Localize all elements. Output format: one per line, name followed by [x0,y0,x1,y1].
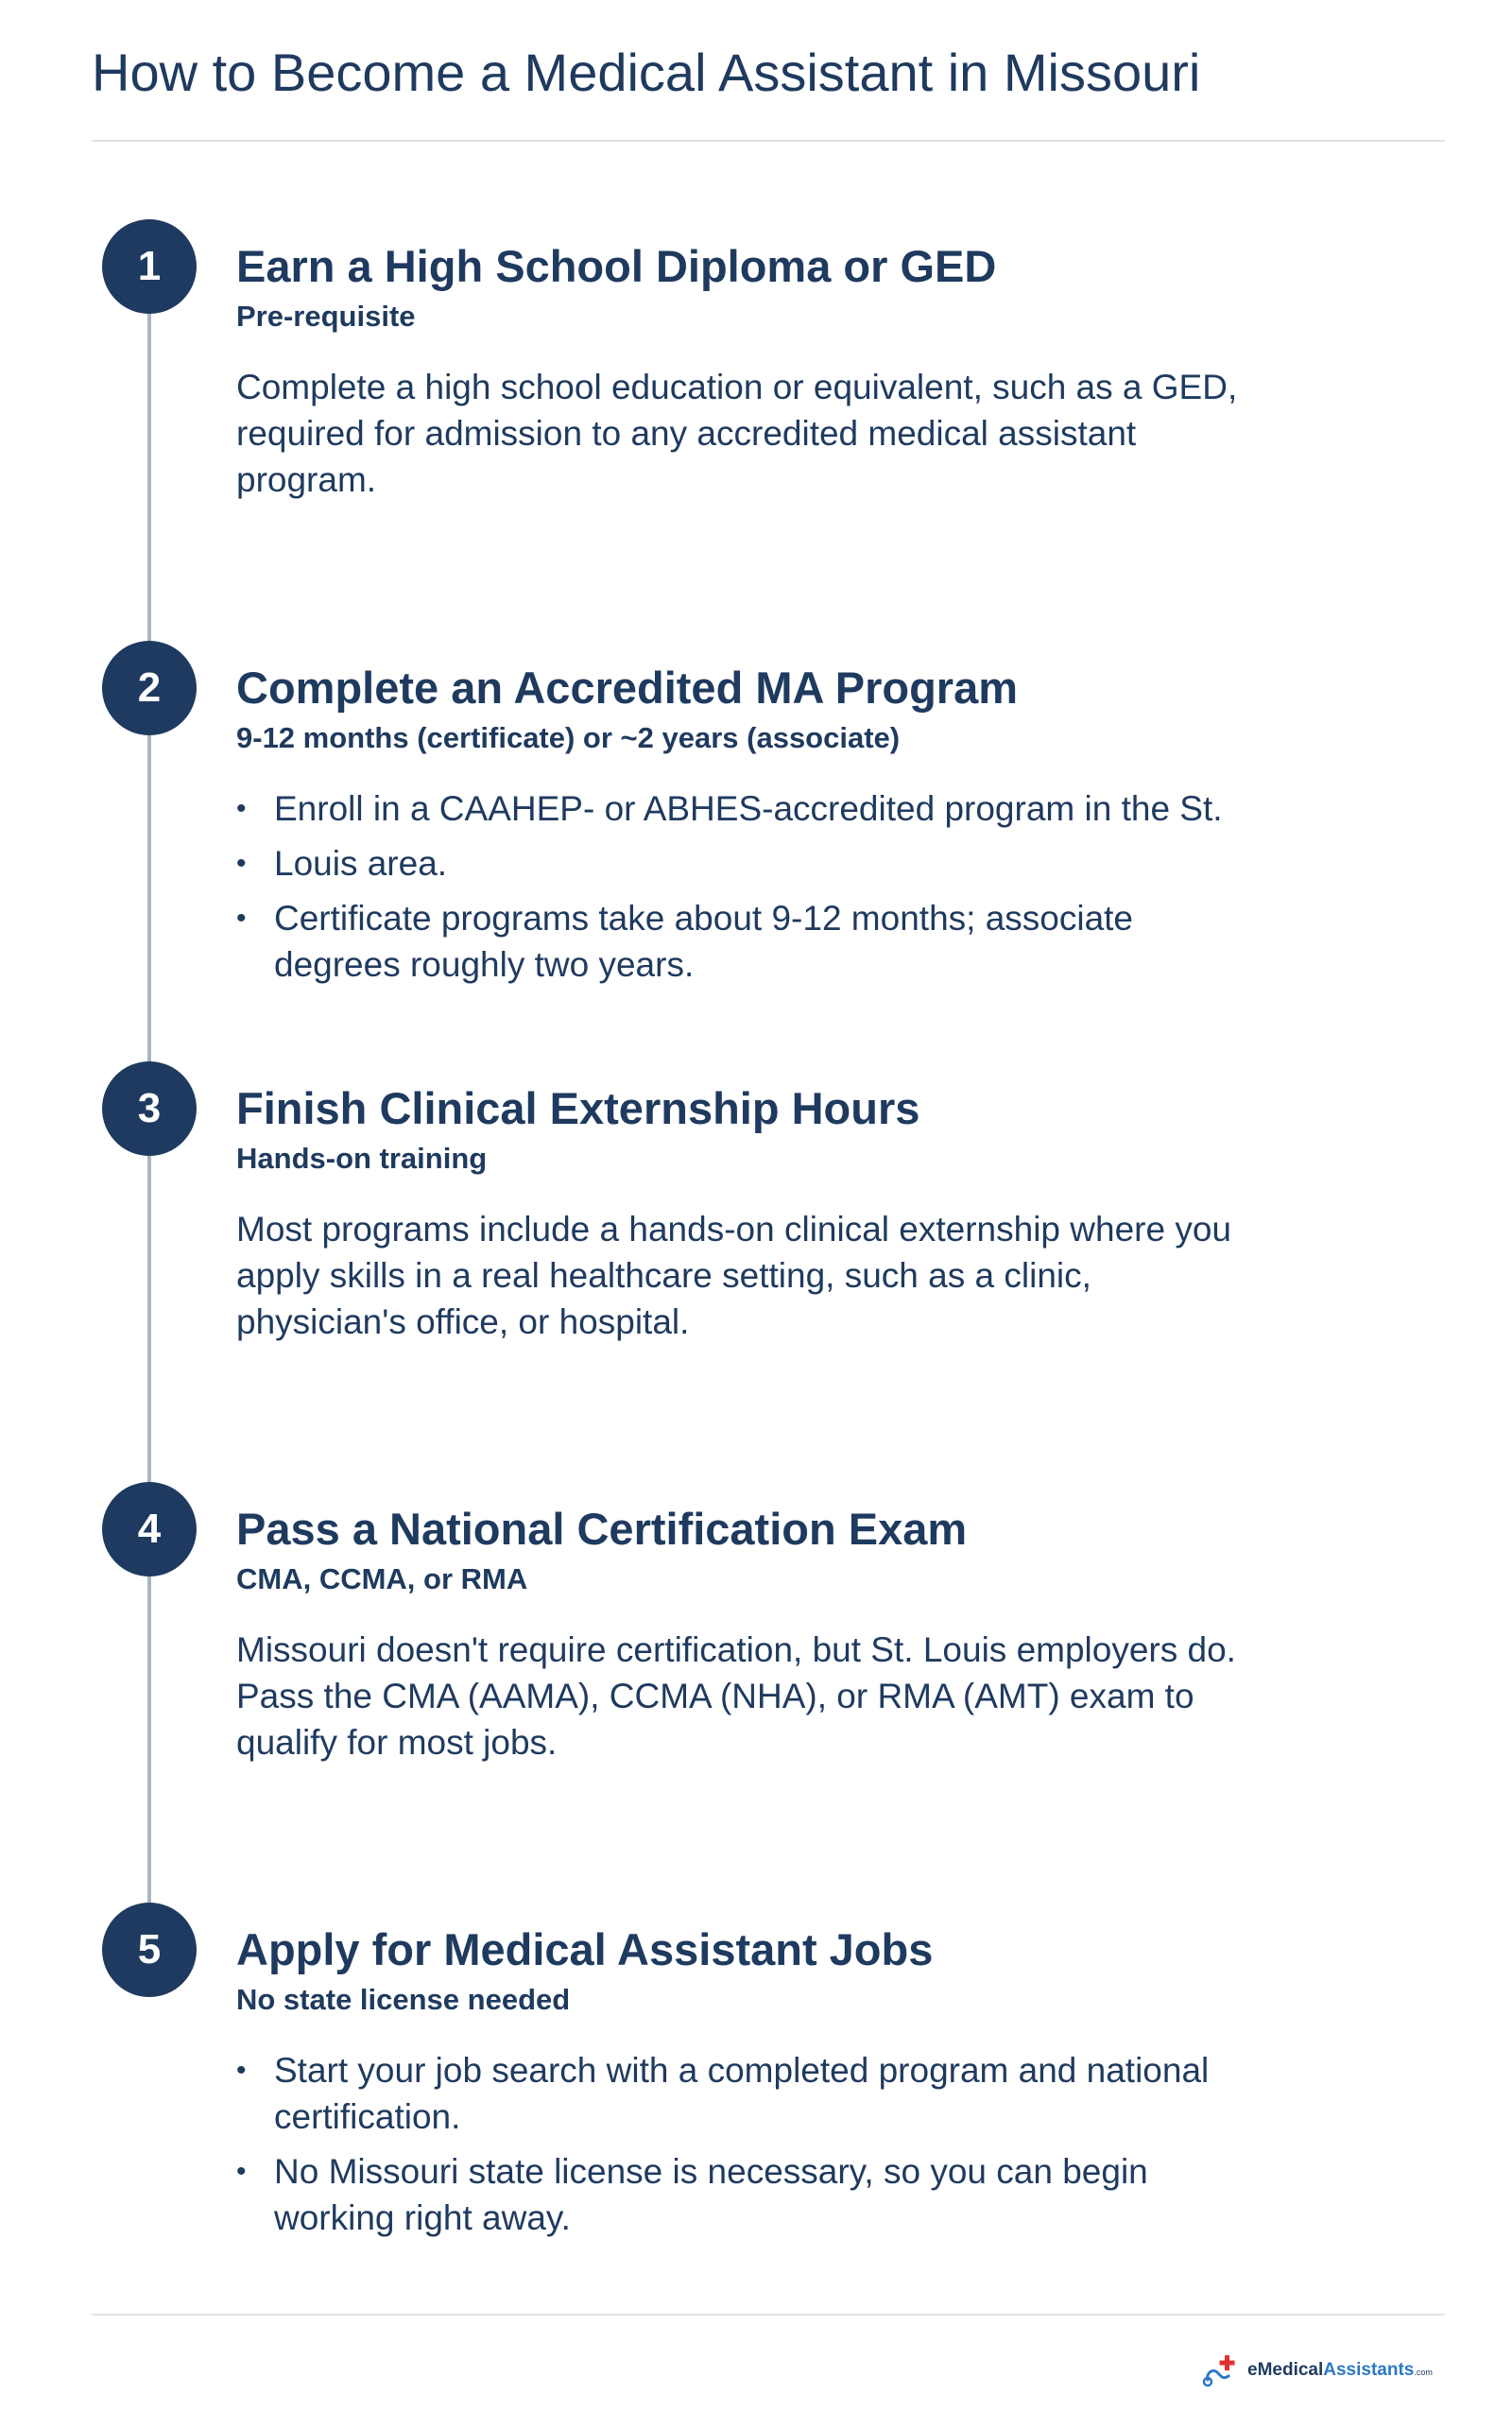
site-logo[interactable] [1200,2351,1433,2389]
step-number-badge: 5 [102,1903,197,1997]
list-item [236,840,1238,887]
step-subtitle: Pre-requisite [236,300,416,333]
footer-divider [92,2314,1445,2316]
step-content [236,1503,1257,1766]
step-content [236,240,1257,503]
step-title: Finish Clinical Externship Hours [236,1083,920,1133]
step-title: Pass a National Certification Exam [236,1504,968,1554]
step-content [236,1923,1257,2249]
logo-text-part: Assistants [1323,2360,1415,2380]
list-item [236,895,1238,988]
bullet-icon: • [236,2055,247,2086]
bullet-icon: • [236,848,247,879]
list-item [236,2047,1238,2140]
bullet-icon: • [236,2156,247,2187]
step-subtitle: No state license needed [236,1983,571,2016]
step-number-badge: 4 [102,1482,197,1576]
bullet-icon: • [236,903,247,934]
step-title: Earn a High School Diploma or GED [236,241,997,291]
step-description: Most programs include a hands-on clinical externship where you apply skills in a real healthcare setting, such as a clinic, physician's office, or hospital. [236,1210,1231,1341]
step-content [236,662,1257,996]
list-item-text: Start your job search with a completed program and national certification. [274,2051,1210,2136]
step-subtitle: 9-12 months (certificate) or ~2 years (associate) [236,721,901,754]
list-item [236,2148,1238,2241]
list-item-text: Certificate programs take about 9-12 months; associate degrees roughly two years. [274,899,1134,984]
logo-text [1247,2360,1433,2381]
list-item-text: Enroll in a CAAHEP- or ABHES-accredited program in the St. [274,789,1223,828]
list-item-text: Louis area. [274,844,448,883]
step-content [236,1082,1257,1345]
step-number-badge: 3 [102,1061,197,1156]
list-item-text: No Missouri state license is necessary, so you can begin working right away. [274,2152,1148,2237]
page-title: How to Become a Medical Assistant in Missouri [92,43,1201,102]
logo-text-part: .com [1414,2368,1433,2377]
bullet-icon: • [236,793,247,824]
step-title: Complete an Accredited MA Program [236,663,1019,713]
step-title: Apply for Medical Assistant Jobs [236,1924,934,1974]
step-description: Missouri doesn't require certification, but St. Louis employers do. Pass the CMA (AAMA), CCMA (NHA), or RMA (AMT) exam to qualify for most jobs. [236,1630,1236,1762]
step-bullet-list [236,785,1238,988]
step-description: Complete a high school education or equivalent, such as a GED, required for admission to any accredited medical assistant program. [236,368,1238,499]
logo-text-part: eMedical [1247,2360,1324,2380]
header-divider [92,140,1445,142]
medical-cross-stethoscope-icon [1200,2351,1244,2389]
step-subtitle: Hands-on training [236,1142,488,1175]
step-number-badge: 1 [102,219,197,314]
step-bullet-list [236,2047,1238,2241]
step-subtitle: CMA, CCMA, or RMA [236,1562,528,1595]
list-item [236,785,1238,832]
step-number-badge: 2 [102,641,197,735]
